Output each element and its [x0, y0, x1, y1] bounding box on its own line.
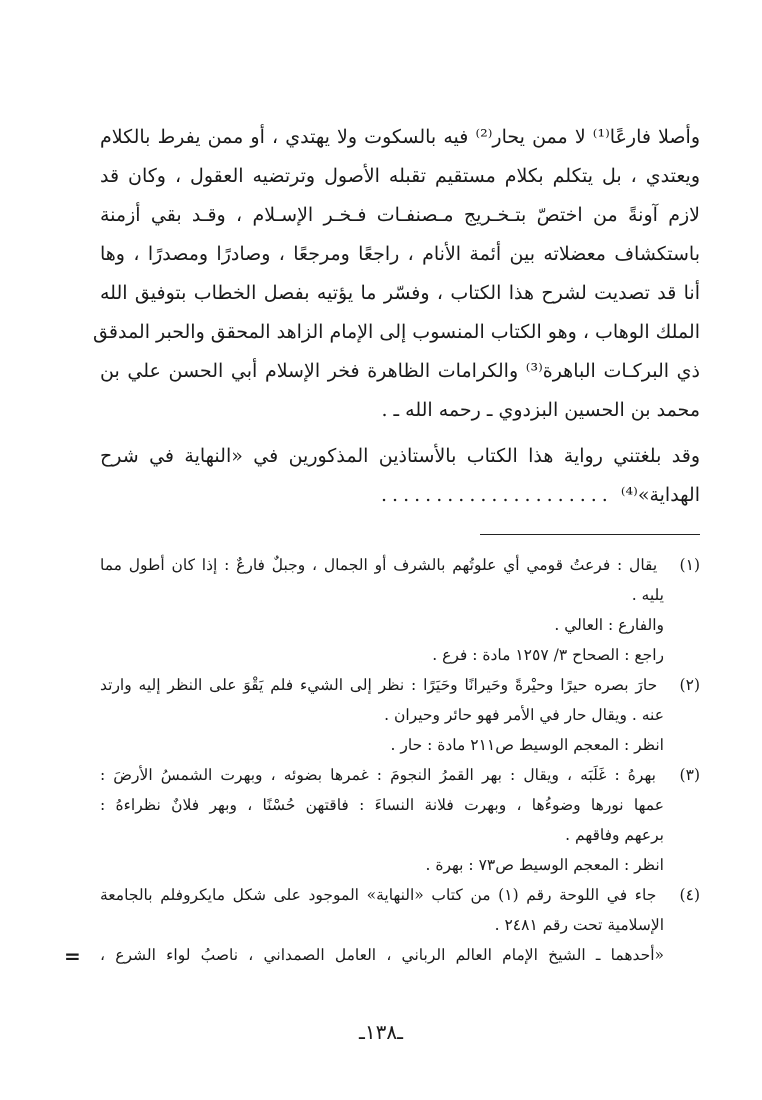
- body-line: الملك الوهاب ، وهو الكتاب المنسوب إلى الإمام الزاهد المحقق والحبر المدقق: [93, 321, 700, 343]
- footnote-number: (٤): [679, 886, 700, 904]
- footnote-3: [100, 760, 700, 790]
- footnote-text: راجع : الصحاح ٣/ ١٢٥٧ مادة : فرع .: [432, 646, 664, 664]
- footnote-text: يليه .: [631, 586, 664, 604]
- body-line: لازم آونةً من اختصّ بتـخـريج مـصنفـات فـخـر الإسـلام ، وقـد بقي أزمنة: [100, 204, 700, 226]
- footnotes: [100, 550, 700, 970]
- body-line: وأصلا فارعًا⁽¹⁾ لا ممن يحار⁽²⁾ فيه بالسكوت ولا يهتدي ، أو ممن يفرط بالكلام: [100, 126, 701, 148]
- footnote-text: جاء في اللوحة رقم (١) من كتاب «النهاية» الموجود على شكل مايكروفلم بالجامعة: [100, 886, 657, 904]
- main-text: [93, 118, 701, 515]
- body-line: محمد بن الحسين البزدوي ـ رحمه الله ـ .: [381, 399, 700, 421]
- footnote-4: [100, 880, 700, 910]
- footnote-number: (٢): [679, 676, 700, 694]
- footnote-2: [100, 670, 700, 700]
- footnote-1: [100, 550, 700, 580]
- continuation-mark: =: [64, 944, 81, 968]
- footnote-text: «أحدهما ـ الشيخ الإمام العالم الرباني ، العامل الصمداني ، ناصبُ لواء الشرع ،: [100, 946, 664, 964]
- footnote-number: (١): [679, 556, 700, 574]
- dot-leader: .....................: [381, 484, 613, 506]
- footnote-text: الإسلامية تحت رقم ٢٤٨١ .: [494, 916, 664, 934]
- body-line: ذي البركـات الباهرة⁽³⁾ والكرامات الظاهرة فخر الإسلام أبي الحسن علي بن: [100, 360, 700, 382]
- body-line: باستكشاف معضلاته بين أئمة الأنام ، راجعًا ومرجعًا ، وصادرًا ومصدرًا ، وها: [100, 243, 700, 265]
- footnote-separator: [480, 534, 700, 535]
- footnote-text: حارَ بصره حيرًا وحيْرةً وحَيرانًا وحَيَرًا : نظر إلى الشيء فلم يَقْوَ على النظر إليه وارتد: [100, 676, 658, 694]
- footnote-number: (٣): [679, 766, 700, 784]
- page-number: ـ١٣٨ـ: [359, 1020, 403, 1044]
- body-line-with-dots: [100, 476, 700, 515]
- body-line: ويعتدي ، بل يتكلم بكلام مستقيم تقبله الأصول وترتضيه العقول ، وكان قد: [100, 165, 700, 187]
- body-line: أنا قد تصديت لشرح هذا الكتاب ، وفسّر ما يؤتيه بفصل الخطاب بتوفيق الله: [100, 282, 700, 304]
- footnote-text: برعهم وفاقهم .: [565, 826, 664, 844]
- footnote-text: عمها نورها وضوءُها ، وبهرت فلانة النساءَ : فاقتهن حُسْنًا ، وبهر فلانٌ نظراءهُ :: [100, 796, 664, 814]
- body-line-end: الهداية»⁽⁴⁾: [620, 484, 700, 506]
- footnote-text: بهرهُ : غَلَبَه ، ويقال : بهر القمرُ النجومَ : غمرها بضوئه ، وبهرت الشمسُ الأرضَ :: [100, 766, 656, 784]
- footnote-text: انظر : المعجم الوسيط ص٧٣ : بهرة .: [425, 856, 664, 874]
- body-line: وقد بلغتني رواية هذا الكتاب بالأستاذين المذكورين في «النهاية في شرح: [100, 445, 700, 467]
- footnote-text: والفارع : العالي .: [554, 616, 664, 634]
- footnote-text: يقال : فرعتُ قومي أي علوتُهم بالشرف أو الجمال ، وجبلٌ فارعٌ : إذا كان أطول مما: [100, 556, 658, 574]
- footnote-text: انظر : المعجم الوسيط ص٢١١ مادة : حار .: [390, 736, 664, 754]
- footnote-text: عنه . ويقال حار في الأمر فهو حائر وحيران .: [384, 706, 664, 724]
